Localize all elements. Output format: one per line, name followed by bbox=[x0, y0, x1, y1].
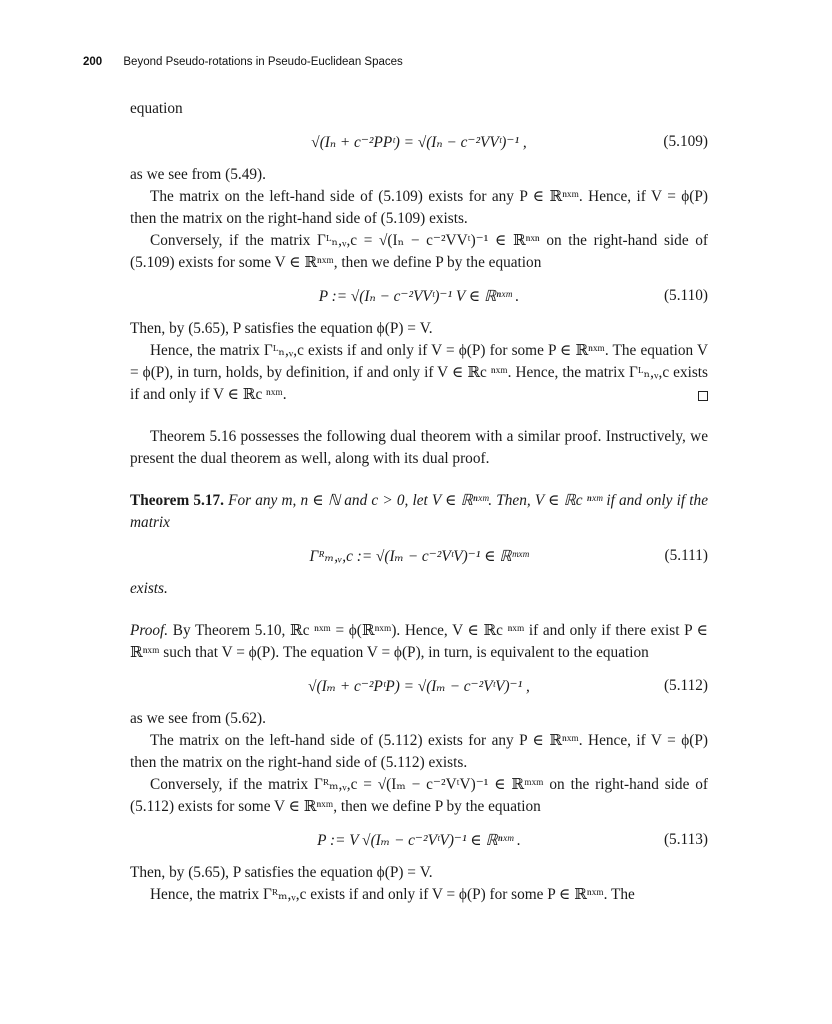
equation-body: √(Iₘ + c⁻²PᵗP) = √(Iₘ − c⁻²VᵗV)⁻¹ , bbox=[308, 677, 530, 695]
equation-number: (5.110) bbox=[663, 287, 708, 304]
equation-number: (5.112) bbox=[663, 677, 708, 694]
paragraph: Conversely, if the matrix Γᴿₘ,ᵥ,c = √(Iₘ − c⁻²VᵗV)⁻¹ ∈ ℝᵐˣᵐ on the right-hand side of (5.112) exists for some V ∈ ℝⁿˣᵐ, then we define P by the equation bbox=[130, 776, 708, 815]
theorem-statement bbox=[130, 490, 708, 534]
proof-label: Proof. bbox=[130, 622, 169, 639]
chapter-title: Beyond Pseudo-rotations in Pseudo-Euclidean Spaces bbox=[123, 56, 403, 68]
equation-5-113 bbox=[130, 818, 708, 862]
theorem-end: exists. bbox=[130, 580, 168, 597]
running-head bbox=[83, 56, 403, 68]
paragraph: The matrix on the left-hand side of (5.112) exists for any P ∈ ℝⁿˣᵐ. Hence, if V = ϕ(P) then the matrix on the right-hand side of (5.112) exists. bbox=[130, 732, 708, 771]
text-line: equation bbox=[130, 100, 183, 117]
theorem-label: Theorem 5.17. bbox=[130, 492, 224, 509]
text-line: as we see from (5.49). bbox=[130, 166, 266, 183]
equation-number: (5.109) bbox=[663, 133, 708, 150]
equation-5-112 bbox=[130, 664, 708, 708]
paragraph: Then, by (5.65), P satisfies the equation ϕ(P) = V. bbox=[130, 864, 433, 881]
equation-5-109 bbox=[130, 120, 708, 164]
proof bbox=[130, 620, 708, 664]
theorem-text: For any m, n ∈ ℕ and c > 0, let V ∈ ℝⁿˣᵐ. Then, V ∈ ℝc ⁿˣᵐ if and only if the matrix bbox=[130, 492, 708, 531]
equation-5-110 bbox=[130, 274, 708, 318]
equation-number: (5.111) bbox=[664, 547, 708, 564]
page-number: 200 bbox=[83, 56, 103, 68]
paragraph: Then, by (5.65), P satisfies the equation ϕ(P) = V. bbox=[130, 320, 433, 337]
paragraph: The matrix on the left-hand side of (5.109) exists for any P ∈ ℝⁿˣᵐ. Hence, if V = ϕ(P) then the matrix on the right-hand side of (5.109) exists. bbox=[130, 188, 708, 227]
paragraph-text: Hence, the matrix Γᴸₙ,ᵥ,c exists if and only if V = ϕ(P) for some P ∈ ℝⁿˣᵐ. The equation V = ϕ(P), in turn, holds, by definition, if and only if V ∈ ℝc ⁿˣᵐ. Hence, the matrix Γᴸₙ,ᵥ,c exists if and only if V ∈ ℝc ⁿˣᵐ. bbox=[130, 342, 708, 403]
text-line: as we see from (5.62). bbox=[130, 710, 266, 727]
qed-square-icon bbox=[698, 391, 708, 401]
equation-body: P := V √(Iₘ − c⁻²VᵗV)⁻¹ ∈ ℝⁿˣᵐ . bbox=[317, 831, 521, 849]
equation-body: √(Iₙ + c⁻²PPᵗ) = √(Iₙ − c⁻²VVᵗ)⁻¹ , bbox=[311, 133, 527, 151]
page-body bbox=[130, 98, 708, 906]
equation-body: Γᴿₘ,ᵥ,c := √(Iₘ − c⁻²VᵗV)⁻¹ ∈ ℝᵐˣᵐ bbox=[309, 547, 529, 565]
proof-text: By Theorem 5.10, ℝc ⁿˣᵐ = ϕ(ℝⁿˣᵐ). Hence, V ∈ ℝc ⁿˣᵐ if and only if there exist P ∈ ℝⁿˣᵐ such that V = ϕ(P). The equation V = ϕ(P), in turn, is equivalent to the equation bbox=[130, 622, 709, 661]
paragraph: Hence, the matrix Γᴿₘ,ᵥ,c exists if and only if V = ϕ(P) for some P ∈ ℝⁿˣᵐ. The bbox=[150, 886, 635, 903]
equation-number: (5.113) bbox=[663, 831, 708, 848]
paragraph: Theorem 5.16 possesses the following dual theorem with a similar proof. Instructively, we present the dual theorem as well, along with its dual proof. bbox=[130, 428, 708, 467]
equation-5-111 bbox=[130, 534, 708, 578]
equation-body: P := √(Iₙ − c⁻²VVᵗ)⁻¹ V ∈ ℝⁿˣᵐ . bbox=[318, 287, 520, 305]
paragraph bbox=[130, 340, 708, 406]
paragraph: Conversely, if the matrix Γᴸₙ,ᵥ,c = √(Iₙ − c⁻²VVᵗ)⁻¹ ∈ ℝⁿˣⁿ on the right-hand side of (5.109) exists for some V ∈ ℝⁿˣᵐ, then we define P by the equation bbox=[130, 232, 708, 271]
